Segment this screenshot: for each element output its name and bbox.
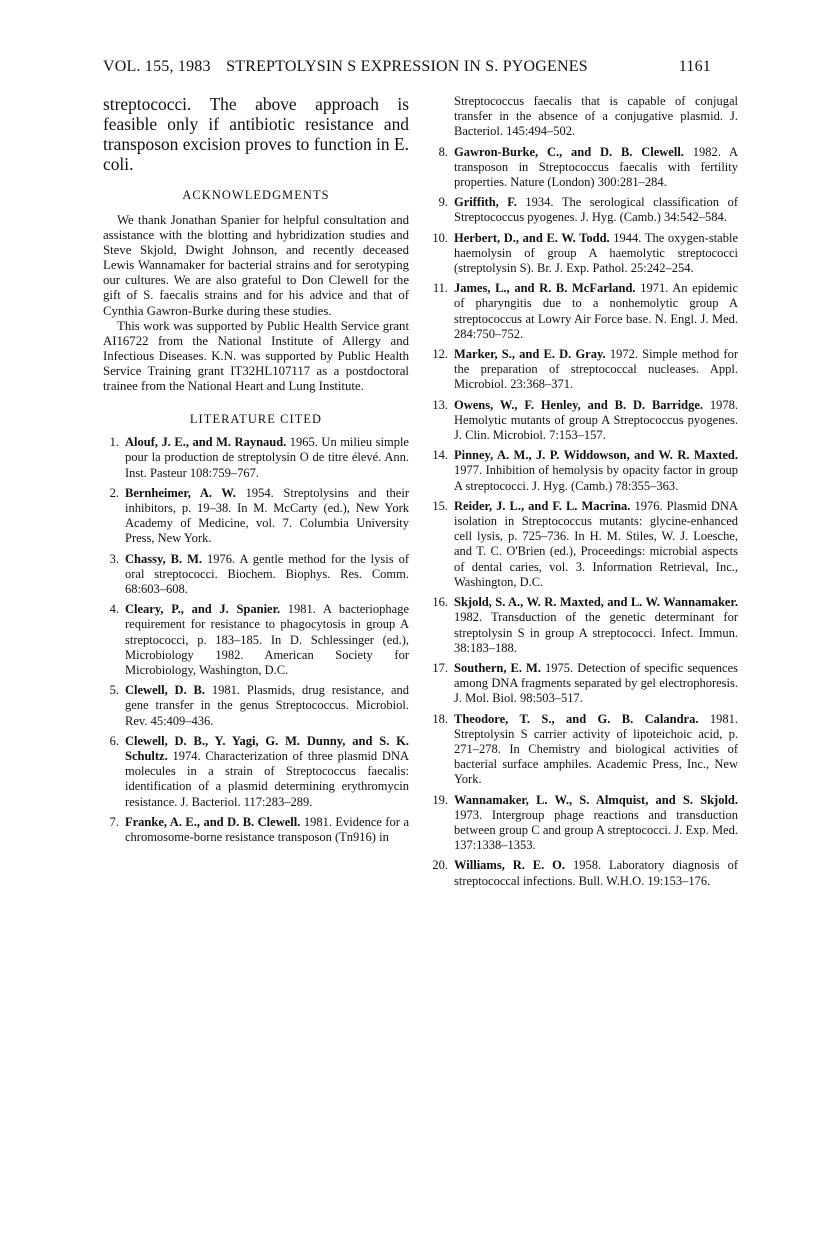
- reference-text: 1977. Inhibition of hemolysis by opacity factor in group A streptococci. J. Hyg. (Camb.) 78:355–363.: [454, 463, 738, 493]
- reference-number: 11.: [432, 281, 448, 296]
- reference-authors: James, L., and R. B. McFarland.: [454, 281, 636, 296]
- left-column: [103, 94, 409, 850]
- acknowledgments-paragraph: We thank Jonathan Spanier for helpful consultation and assistance with the blotting and hybridization studies and Steve Skjold, Dwight Johnson, and recently deceased Lewis Wannamaker for bacterial strains and for serotyping our cultures. We are also grateful to Don Clewell for the gift of S. faecalis strains and for his advice and that of Cynthia Gawron-Burke during these studies.: [103, 213, 409, 318]
- reference-text: 1981. Streptolysin S carrier activity of lipoteichoic acid, p. 271–278. In Chemistry and biological activities of bacterial surface amphiles. Academic Press, Inc., New York.: [454, 711, 739, 787]
- reference-text: 1978. Hemolytic mutants of group A Streptococcus pyogenes. J. Clin. Microbiol. 7:153–157.: [454, 397, 739, 443]
- reference-item: [432, 448, 738, 494]
- reference-item: [432, 712, 738, 788]
- reference-number: 9.: [438, 195, 448, 210]
- reference-text: 1974. Characterization of three plasmid DNA molecules in a strain of Streptococcus faecalis: identification of a plasmid determining erythromycin resistance. J. Bacteriol. 117:283–289.: [125, 748, 409, 809]
- reference-number: 6.: [109, 733, 119, 748]
- reference-item: [432, 793, 738, 854]
- reference-text: 1976. A gentle method for the lysis of oral streptococci. Biochem. Biophys. Res. Comm. 68:603–608.: [125, 551, 409, 596]
- reference-authors: Alouf, J. E., and M. Raynaud.: [125, 435, 287, 450]
- reference-item: [432, 595, 738, 656]
- reference-item: [103, 552, 409, 598]
- reference-text: 1981. Evidence for a chromosome-borne resistance transposon (Tn916) in: [125, 814, 409, 844]
- reference-number: 19.: [432, 792, 448, 807]
- reference-text: 1973. Intergroup phage reactions and transduction between group C and group A streptococci. J. Exp. Med. 137:1338–1353.: [454, 807, 738, 853]
- reference-item: [432, 661, 738, 707]
- reference-text: 1975. Detection of specific sequences among DNA fragments separated by gel electrophoresis. J. Mol. Biol. 98:503–517.: [454, 660, 739, 706]
- reference-list-left: [103, 435, 409, 845]
- reference-authors: Wannamaker, L. W., S. Almquist, and S. Skjold.: [454, 792, 738, 807]
- reference-item: [103, 815, 409, 845]
- intro-paragraph: streptococci. The above approach is feasible only if antibiotic resistance and transposon excision proves to function in E. coli.: [103, 94, 409, 174]
- reference-continuation: Streptococcus faecalis that is capable of conjugal transfer in the absence of a conjugative plasmid. J. Bacteriol. 145:494–502.: [454, 94, 738, 139]
- reference-item: [432, 281, 738, 342]
- reference-text: 1971. An epidemic of pharyngitis due to a nonhemolytic group A streptococcus at Lowry Air Force base. N. Engl. J. Med. 284:750–752.: [454, 281, 738, 341]
- reference-item: [432, 499, 738, 590]
- reference-number: 17.: [432, 660, 448, 675]
- reference-item: [103, 602, 409, 678]
- reference-authors: Southern, E. M.: [454, 660, 541, 675]
- reference-number: 4.: [109, 602, 119, 617]
- reference-authors: Cleary, P., and J. Spanier.: [125, 602, 281, 617]
- reference-item: [103, 734, 409, 810]
- reference-authors: Williams, R. E. O.: [454, 858, 566, 873]
- reference-item: [432, 858, 738, 888]
- reference-number: 20.: [432, 858, 448, 873]
- acknowledgments-heading: ACKNOWLEDGMENTS: [182, 188, 330, 202]
- reference-authors: Skjold, S. A., W. R. Maxted, and L. W. Wannamaker.: [454, 595, 738, 610]
- reference-text: 1965. Un milieu simple pour la production de streptolysin O de titre élevé. Ann. Inst. Pasteur 108:759–767.: [125, 435, 409, 480]
- reference-number: 2.: [109, 485, 119, 500]
- reference-authors: Herbert, D., and E. W. Todd.: [454, 230, 610, 245]
- reference-number: 16.: [432, 595, 448, 610]
- reference-authors: Pinney, A. M., J. P. Widdowson, and W. R. Maxted.: [454, 448, 738, 463]
- page-number: 1161: [678, 58, 711, 75]
- reference-text: 1954. Streptolysins and their inhibitors, p. 19–38. In M. McCarty (ed.), New York Academy of Medicine, vol. 7. Columbia University Press, New York.: [125, 485, 409, 546]
- running-header: [103, 58, 711, 82]
- reference-authors: Chassy, B. M.: [125, 551, 203, 566]
- reference-number: 12.: [432, 347, 448, 362]
- reference-authors: Clewell, D. B.: [125, 683, 206, 698]
- reference-number: 7.: [109, 814, 119, 829]
- reference-text: 1981. Plasmids, drug resistance, and gene transfer in the genus Streptococcus. Microbiol. Rev. 45:409–436.: [125, 683, 410, 728]
- reference-text: 1982. Transduction of the genetic determinant for streptolysin S in group A streptococci. Infect. Immun. 38:183–188.: [454, 610, 738, 655]
- reference-item: [432, 231, 738, 277]
- reference-number: 14.: [432, 448, 448, 463]
- literature-cited-heading: LITERATURE CITED: [189, 412, 323, 427]
- reference-text: 1944. The oxygen-stable haemolysin of group A haemolytic streptococci (streptolysin S). Br. J. Exp. Pathol. 25:242–254.: [454, 230, 738, 276]
- reference-number: 13.: [432, 397, 448, 412]
- right-column: [432, 94, 738, 894]
- reference-number: 10.: [432, 230, 448, 245]
- reference-text: 1976. Plasmid DNA isolation in Streptococcus mutants: glycine-enhanced cell lysis, p. 725–736. In H. M. Stiles, W. J. Loesche, and T. C. O'Brien (ed.), Proceedings: microbial aspects of dental caries, vol. 3. Information Retrieval, Inc., Washington, D.C.: [454, 498, 738, 589]
- reference-authors: Clewell, D. B., Y. Yagi, G. M. Dunny, and S. K. Schultz.: [125, 733, 409, 763]
- reference-item: [103, 683, 409, 729]
- reference-number: 1.: [109, 435, 119, 450]
- reference-number: 15.: [432, 498, 448, 513]
- running-title: STREPTOLYSIN S EXPRESSION IN S. PYOGENES: [226, 58, 588, 75]
- reference-authors: Franke, A. E., and D. B. Clewell.: [125, 814, 301, 829]
- reference-text: 1972. Simple method for the preparation of streptococcal nucleases. Appl. Microbiol. 23:368–371.: [454, 347, 738, 392]
- reference-text: 1958. Laboratory diagnosis of streptococcal infections. Bull. W.H.O. 19:153–176.: [454, 858, 739, 888]
- reference-text: 1981. A bacteriophage requirement for resistance to phagocytosis in group A streptococci, p. 183–185. In D. Schlessinger (ed.), Microbiology 1982. American Society for Microbiology, Washington, D.C.: [125, 602, 409, 677]
- reference-item: [103, 435, 409, 481]
- reference-item: [432, 145, 738, 191]
- reference-authors: Bernheimer, A. W.: [125, 485, 236, 500]
- reference-authors: Owens, W., F. Henley, and B. D. Barridge.: [454, 397, 704, 412]
- reference-number: 8.: [438, 144, 448, 159]
- reference-text: 1982. A transposon in Streptococcus faecalis with fertility properties. Nature (London) 300:281–284.: [454, 144, 738, 190]
- volume-label: VOL. 155, 1983: [103, 58, 211, 75]
- reference-item: [432, 195, 738, 225]
- funding-paragraph: This work was supported by Public Health Service grant AI16722 from the National Institute of Allergy and Infectious Diseases. K.N. was supported by Public Health Service Training grant IT32HL107117 as a postdoctoral trainee from the National Heart and Lung Institute.: [103, 318, 409, 394]
- reference-item: [432, 347, 738, 393]
- reference-authors: Gawron-Burke, C., and D. B. Clewell.: [454, 144, 684, 159]
- reference-item: [103, 486, 409, 547]
- reference-authors: Theodore, T. S., and G. B. Calandra.: [454, 711, 699, 726]
- reference-number: 18.: [432, 711, 448, 726]
- reference-authors: Marker, S., and E. D. Gray.: [454, 347, 606, 362]
- reference-authors: Griffith, F.: [454, 195, 517, 210]
- reference-number: 5.: [109, 683, 119, 698]
- reference-list-right: [432, 145, 738, 889]
- reference-item: [432, 398, 738, 444]
- reference-number: 3.: [109, 551, 119, 566]
- reference-authors: Reider, J. L., and F. L. Macrina.: [454, 498, 631, 513]
- reference-text: 1934. The serological classification of Streptococcus pyogenes. J. Hyg. (Camb.) 34:542–584.: [454, 195, 738, 225]
